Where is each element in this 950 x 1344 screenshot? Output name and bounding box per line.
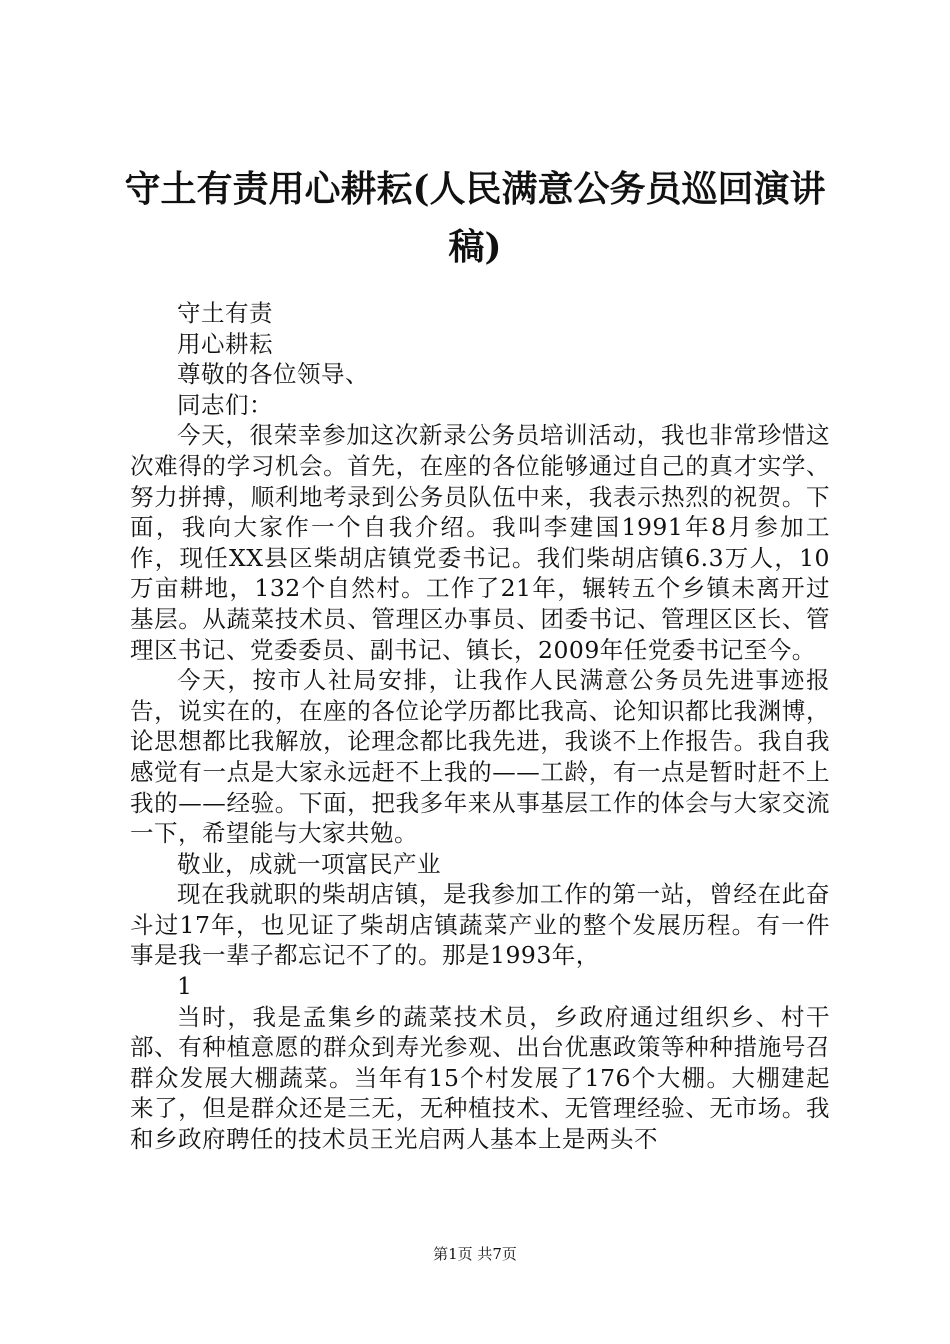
page-title: 守土有责用心耕耘(人民满意公务员巡回演讲稿) [124,168,826,268]
page-footer: 第1页 共7页 [433,1245,517,1263]
paragraph-history: 现在我就职的柴胡店镇，是我参加工作的第一站，曾经在此奋斗过17年，也见证了柴胡店镇蔬菜产业的整个发展历程。有一件事是我一辈子都忘记不了的。那是1993年， [130,880,830,970]
salutation-line-1: 尊敬的各位领导、 [177,360,369,389]
paragraph-heading-1: 守土有责 [177,299,273,327]
paragraph-heading-2: 用心耕耘 [177,329,273,358]
section-heading: 敬业，成就一项富民产业 [177,849,441,878]
salutation-line-2: 同志们： [177,390,273,419]
inline-page-number: 1 [177,972,193,1001]
paragraph-report: 今天，按市人社局安排，让我作人民满意公务员先进事迹报告，说实在的，在座的各位论学历都比我高、论知识都比我渊博，论思想都比我解放，论理念都比我先进，我谈不上作报告。我自我感觉有一点是大家永远赶不上我的——工龄，有一点是暂时赶不上我的——经验。下面，把我多年来从事基层工作的体会与大家交流一下，希望能与大家共勉。 [130,666,830,848]
paragraph-intro: 今天，很荣幸参加这次新录公务员培训活动，我也非常珍惜这次难得的学习机会。首先，在座的各位能够通过自己的真才实学、努力拼搏，顺利地考录到公务员队伍中来，我表示热烈的祝贺。下面，我向大家作一个自我介绍。我叫李建国1991年8月参加工作，现任XX县区柴胡店镇党委书记。我们柴胡店镇6.3万人，10万亩耕地，132个自然村。工作了21年，辗转五个乡镇未离开过基层。从蔬菜技术员、管理区办事员、团委书记、管理区区长、管理区书记、党委委员、副书记、镇长，2009年任党委书记至今。 [130,421,830,664]
paragraph-vegetables: 当时，我是孟集乡的蔬菜技术员，乡政府通过组织乡、村干部、有种植意愿的群众到寿光参观、出台优惠政策等种种措施号召群众发展大棚蔬菜。当年有15个村发展了176个大棚。大棚建起来了，但是群众还是三无，无种植技术、无管理经验、无市场。我和乡政府聘任的技术员王光启两人基本上是两头不 [130,1002,830,1154]
document-body [130,298,830,1155]
